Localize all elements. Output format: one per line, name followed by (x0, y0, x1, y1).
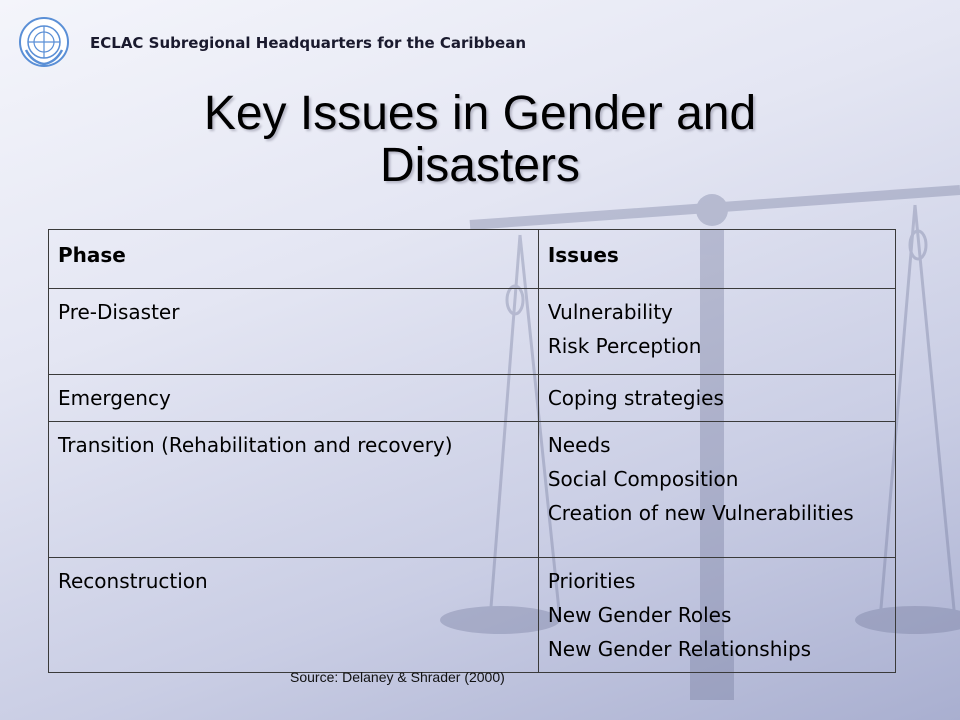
header-issues: Issues (538, 230, 895, 289)
issue-item: New Gender Roles (547, 603, 732, 627)
table-row (49, 558, 896, 673)
header-phase: Phase (49, 230, 539, 289)
issues-cell (538, 558, 895, 673)
slide-title: Key Issues in Gender and Disasters (203, 87, 757, 192)
issue-item: Creation of new Vulnerabilities (547, 501, 854, 525)
phase-cell: Transition (Rehabilitation and recovery) (49, 422, 539, 558)
phase-cell: Pre-Disaster (49, 289, 539, 375)
source-citation: Source: Delaney & Shrader (2000) (290, 669, 505, 685)
issue-item: Needs (547, 433, 611, 457)
issues-cell (538, 289, 895, 375)
phase-cell: Emergency (49, 375, 539, 422)
issue-item: Risk Perception (547, 334, 702, 358)
table-row (49, 422, 896, 558)
issue-item: Social Composition (547, 467, 739, 491)
issue-item: Vulnerability (547, 300, 673, 324)
issues-cell (538, 375, 895, 422)
issue-item: Priorities (547, 569, 636, 593)
table-row (49, 289, 896, 375)
organization-name: ECLAC Subregional Headquarters for the Caribbean (90, 34, 527, 52)
phase-cell: Reconstruction (49, 558, 539, 673)
table-header-row (49, 230, 896, 289)
issue-item: Coping strategies (547, 386, 724, 410)
un-emblem-icon (18, 16, 70, 68)
issue-item: New Gender Relationships (547, 637, 812, 661)
table-row (49, 375, 896, 422)
issues-cell (538, 422, 895, 558)
gender-disasters-table (48, 229, 896, 673)
